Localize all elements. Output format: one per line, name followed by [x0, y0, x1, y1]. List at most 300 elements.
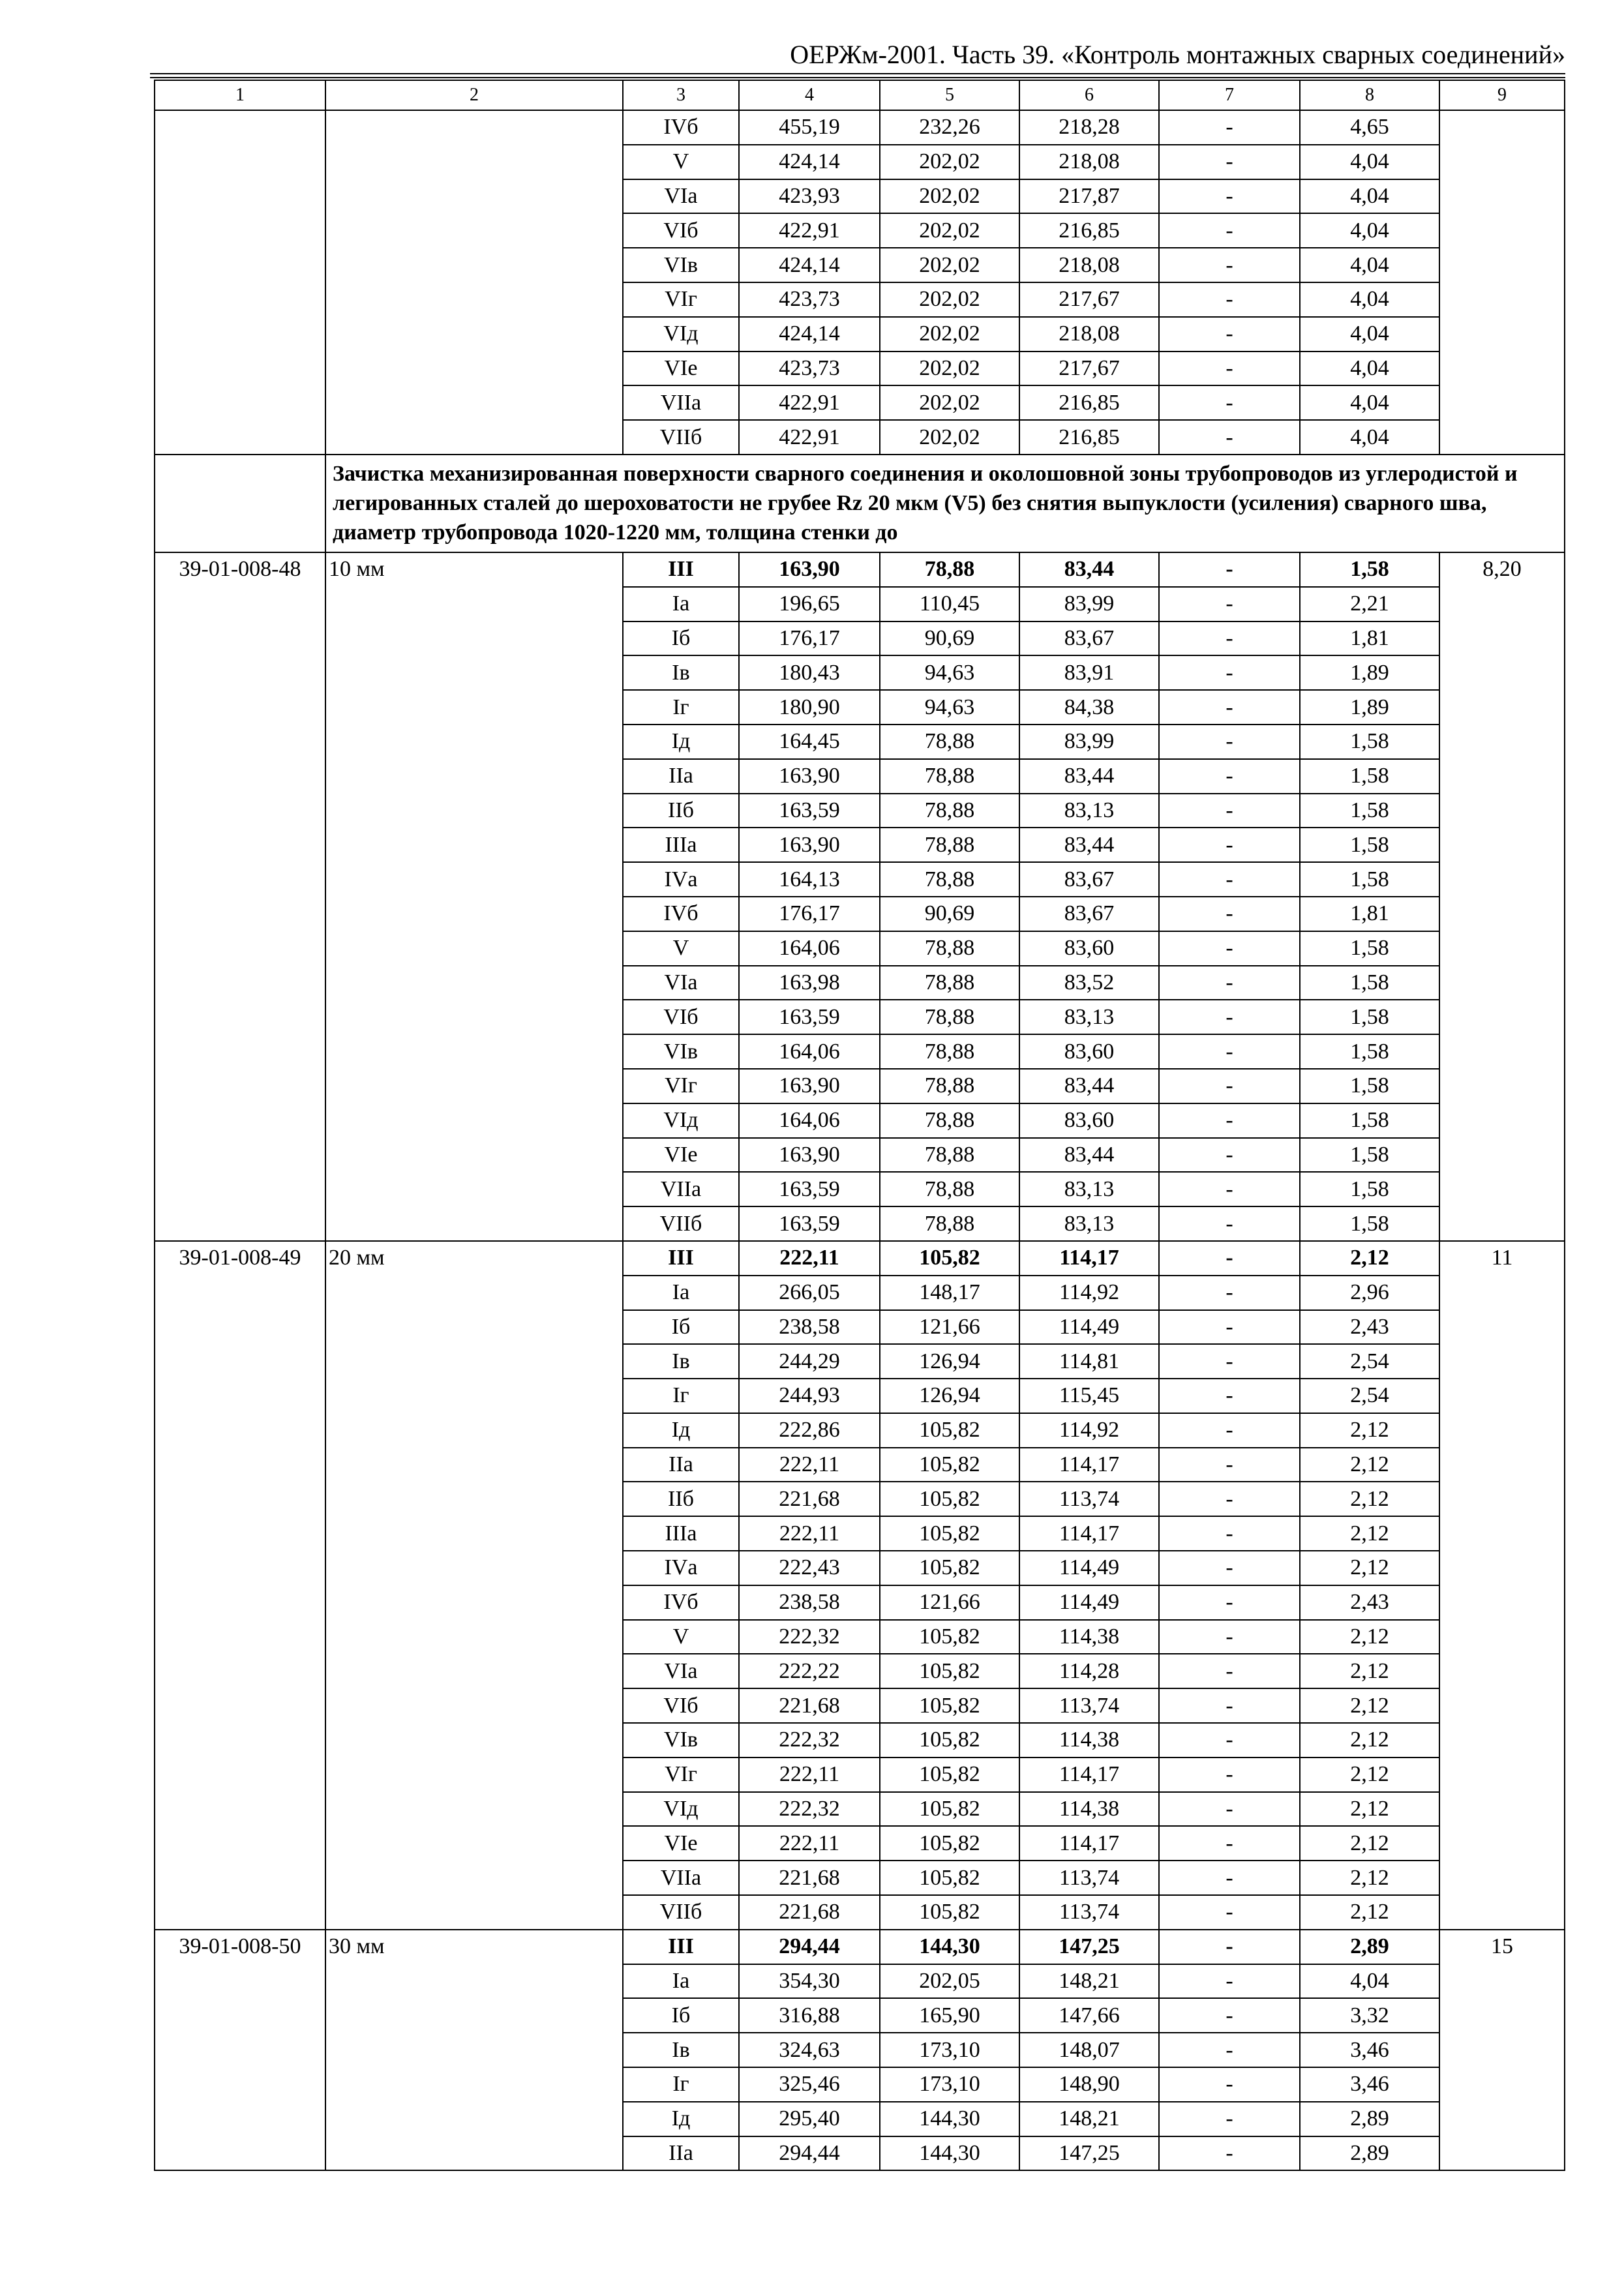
materials-cell: 2,12	[1300, 1241, 1439, 1276]
machine-cost-cell: 114,49	[1019, 1310, 1159, 1345]
machine-cost-cell: 114,17	[1019, 1758, 1159, 1792]
zone-cell: IVб	[623, 1585, 739, 1620]
table-row	[155, 1241, 1565, 1276]
materials-cell: 3,32	[1300, 1998, 1439, 2033]
materials-cell: 2,12	[1300, 1826, 1439, 1861]
section-title-row	[155, 455, 1565, 552]
wages-cell: 202,02	[880, 352, 1019, 386]
total-cost-cell: 295,40	[739, 2102, 880, 2136]
rate-code: 39-01-008-49	[155, 1241, 325, 1930]
total-cost-cell: 163,59	[739, 1172, 880, 1206]
machine-cost-cell: 114,17	[1019, 1448, 1159, 1482]
wages-cell: 126,94	[880, 1379, 1019, 1413]
zone-cell: VIIа	[623, 1861, 739, 1895]
wages-cell: 202,02	[880, 179, 1019, 214]
wall-thickness: 30 мм	[325, 1930, 623, 2171]
drivers-wages-cell: -	[1159, 862, 1300, 897]
zone-cell: Iг	[623, 1379, 739, 1413]
materials-cell: 4,04	[1300, 352, 1439, 386]
zone-cell: VIа	[623, 966, 739, 1000]
materials-cell: 4,04	[1300, 420, 1439, 455]
zone-cell: VIд	[623, 317, 739, 352]
zone-cell: IIб	[623, 1482, 739, 1516]
zone-cell: VIе	[623, 1138, 739, 1173]
zone-cell: IIа	[623, 759, 739, 794]
total-cost-cell: 163,90	[739, 828, 880, 862]
machine-cost-cell: 114,92	[1019, 1276, 1159, 1310]
total-cost-cell: 163,59	[739, 1206, 880, 1241]
column-number: 9	[1439, 80, 1565, 110]
total-cost-cell: 222,32	[739, 1620, 880, 1654]
machine-cost-cell: 114,49	[1019, 1585, 1159, 1620]
materials-cell: 2,12	[1300, 1861, 1439, 1895]
total-cost-cell: 222,11	[739, 1516, 880, 1551]
drivers-wages-cell: -	[1159, 655, 1300, 690]
drivers-wages-cell: -	[1159, 587, 1300, 621]
wages-cell: 78,88	[880, 1103, 1019, 1138]
zone-cell: VIд	[623, 1103, 739, 1138]
drivers-wages-cell: -	[1159, 552, 1300, 587]
drivers-wages-cell: -	[1159, 2033, 1300, 2067]
machine-cost-cell: 114,92	[1019, 1413, 1159, 1448]
total-cost-cell: 222,22	[739, 1654, 880, 1688]
drivers-wages-cell: -	[1159, 1241, 1300, 1276]
machine-cost-cell: 83,99	[1019, 587, 1159, 621]
total-cost-cell: 266,05	[739, 1276, 880, 1310]
running-title: ОЕРЖм-2001. Часть 39. «Контроль монтажных сварных соединений»	[790, 40, 1565, 69]
machine-cost-cell: 113,74	[1019, 1688, 1159, 1723]
drivers-wages-cell: -	[1159, 1620, 1300, 1654]
machine-cost-cell: 218,08	[1019, 317, 1159, 352]
machine-cost-cell: 218,08	[1019, 145, 1159, 179]
drivers-wages-cell: -	[1159, 725, 1300, 759]
materials-cell: 2,12	[1300, 1551, 1439, 1585]
drivers-wages-cell: -	[1159, 1516, 1300, 1551]
wages-cell: 202,02	[880, 248, 1019, 282]
total-cost-cell: 455,19	[739, 110, 880, 145]
zone-cell: IVа	[623, 1551, 739, 1585]
drivers-wages-cell: -	[1159, 1895, 1300, 1930]
extra-cell	[1439, 110, 1565, 455]
wages-cell: 121,66	[880, 1585, 1019, 1620]
zone-cell: VIе	[623, 352, 739, 386]
wages-cell: 148,17	[880, 1276, 1019, 1310]
machine-cost-cell: 114,17	[1019, 1241, 1159, 1276]
zone-cell: Iа	[623, 1964, 739, 1999]
materials-cell: 2,54	[1300, 1379, 1439, 1413]
materials-cell: 4,04	[1300, 145, 1439, 179]
drivers-wages-cell: -	[1159, 1654, 1300, 1688]
total-cost-cell: 176,17	[739, 897, 880, 931]
drivers-wages-cell: -	[1159, 1103, 1300, 1138]
total-cost-cell: 222,32	[739, 1792, 880, 1827]
rates-table	[154, 80, 1565, 2171]
column-number: 7	[1159, 80, 1300, 110]
drivers-wages-cell: -	[1159, 1688, 1300, 1723]
extra-value: 15	[1439, 1930, 1565, 2171]
drivers-wages-cell: -	[1159, 1998, 1300, 2033]
wages-cell: 78,88	[880, 1069, 1019, 1103]
total-cost-cell: 424,14	[739, 145, 880, 179]
wages-cell: 202,05	[880, 1964, 1019, 1999]
materials-cell: 4,04	[1300, 248, 1439, 282]
total-cost-cell: 294,44	[739, 2136, 880, 2171]
materials-cell: 1,58	[1300, 862, 1439, 897]
total-cost-cell: 222,11	[739, 1241, 880, 1276]
wages-cell: 173,10	[880, 2033, 1019, 2067]
materials-cell: 2,89	[1300, 2102, 1439, 2136]
wages-cell: 144,30	[880, 1930, 1019, 1964]
machine-cost-cell: 83,60	[1019, 931, 1159, 966]
machine-cost-cell: 83,60	[1019, 1103, 1159, 1138]
total-cost-cell: 163,98	[739, 966, 880, 1000]
total-cost-cell: 163,90	[739, 552, 880, 587]
materials-cell: 2,12	[1300, 1516, 1439, 1551]
wages-cell: 165,90	[880, 1998, 1019, 2033]
materials-cell: 1,58	[1300, 725, 1439, 759]
header-rule-double	[150, 77, 1565, 78]
wages-cell: 78,88	[880, 931, 1019, 966]
zone-cell: IVб	[623, 110, 739, 145]
drivers-wages-cell: -	[1159, 1310, 1300, 1345]
zone-cell: Iд	[623, 725, 739, 759]
table-row	[155, 552, 1565, 587]
machine-cost-cell: 83,44	[1019, 759, 1159, 794]
materials-cell: 1,58	[1300, 1069, 1439, 1103]
wages-cell: 105,82	[880, 1826, 1019, 1861]
machine-cost-cell: 216,85	[1019, 385, 1159, 420]
drivers-wages-cell: -	[1159, 2102, 1300, 2136]
zone-cell: IVб	[623, 897, 739, 931]
total-cost-cell: 164,06	[739, 1034, 880, 1069]
materials-cell: 1,58	[1300, 1000, 1439, 1034]
zone-cell: VIв	[623, 248, 739, 282]
machine-cost-cell: 218,28	[1019, 110, 1159, 145]
total-cost-cell: 324,63	[739, 2033, 880, 2067]
materials-cell: 1,81	[1300, 897, 1439, 931]
wages-cell: 78,88	[880, 725, 1019, 759]
drivers-wages-cell: -	[1159, 897, 1300, 931]
total-cost-cell: 422,91	[739, 420, 880, 455]
section-title: Зачистка механизированная поверхности сварного соединения и околошовной зоны трубопроводов из углеродистой и легированных сталей до шероховатости не грубее Rz 20 мкм (V5) без снятия выпуклости (усиления) сварного шва, диаметр трубопровода 1020-1220 мм, толщина стенки до	[325, 455, 1565, 552]
wages-cell: 173,10	[880, 2067, 1019, 2102]
wages-cell: 78,88	[880, 1138, 1019, 1173]
materials-cell: 4,04	[1300, 179, 1439, 214]
materials-cell: 2,12	[1300, 1620, 1439, 1654]
machine-cost-cell: 114,81	[1019, 1344, 1159, 1379]
machine-cost-cell: 84,38	[1019, 690, 1159, 725]
drivers-wages-cell: -	[1159, 1448, 1300, 1482]
materials-cell: 1,89	[1300, 655, 1439, 690]
wages-cell: 202,02	[880, 420, 1019, 455]
column-number: 4	[739, 80, 880, 110]
materials-cell: 3,46	[1300, 2067, 1439, 2102]
drivers-wages-cell: -	[1159, 1792, 1300, 1827]
zone-cell: V	[623, 931, 739, 966]
total-cost-cell: 238,58	[739, 1310, 880, 1345]
drivers-wages-cell: -	[1159, 1379, 1300, 1413]
zone-cell: III	[623, 552, 739, 587]
drivers-wages-cell: -	[1159, 966, 1300, 1000]
wages-cell: 202,02	[880, 385, 1019, 420]
total-cost-cell: 163,59	[739, 1000, 880, 1034]
drivers-wages-cell: -	[1159, 213, 1300, 248]
machine-cost-cell: 217,87	[1019, 179, 1159, 214]
wages-cell: 105,82	[880, 1241, 1019, 1276]
total-cost-cell: 238,58	[739, 1585, 880, 1620]
wages-cell: 202,02	[880, 145, 1019, 179]
column-number: 6	[1019, 80, 1159, 110]
materials-cell: 4,04	[1300, 385, 1439, 420]
zone-cell: Iд	[623, 2102, 739, 2136]
materials-cell: 2,96	[1300, 1276, 1439, 1310]
machine-cost-cell: 83,44	[1019, 1069, 1159, 1103]
drivers-wages-cell: -	[1159, 1585, 1300, 1620]
total-cost-cell: 222,11	[739, 1826, 880, 1861]
wages-cell: 105,82	[880, 1620, 1019, 1654]
materials-cell: 2,12	[1300, 1448, 1439, 1482]
rate-code: 39-01-008-50	[155, 1930, 325, 2171]
total-cost-cell: 423,93	[739, 179, 880, 214]
machine-cost-cell: 83,67	[1019, 621, 1159, 656]
total-cost-cell: 423,73	[739, 282, 880, 317]
total-cost-cell: 163,90	[739, 759, 880, 794]
zone-cell: IIа	[623, 1448, 739, 1482]
drivers-wages-cell: -	[1159, 420, 1300, 455]
zone-cell: IIа	[623, 2136, 739, 2171]
drivers-wages-cell: -	[1159, 1930, 1300, 1964]
machine-cost-cell: 114,49	[1019, 1551, 1159, 1585]
machine-cost-cell: 83,13	[1019, 1000, 1159, 1034]
drivers-wages-cell: -	[1159, 759, 1300, 794]
drivers-wages-cell: -	[1159, 1172, 1300, 1206]
zone-cell: IIб	[623, 794, 739, 828]
drivers-wages-cell: -	[1159, 1276, 1300, 1310]
drivers-wages-cell: -	[1159, 2136, 1300, 2171]
total-cost-cell: 221,68	[739, 1482, 880, 1516]
zone-cell: V	[623, 1620, 739, 1654]
machine-cost-cell: 83,52	[1019, 966, 1159, 1000]
total-cost-cell: 423,73	[739, 352, 880, 386]
wages-cell: 78,88	[880, 552, 1019, 587]
zone-cell: VIд	[623, 1792, 739, 1827]
machine-cost-cell: 114,17	[1019, 1826, 1159, 1861]
total-cost-cell: 221,68	[739, 1861, 880, 1895]
materials-cell: 4,04	[1300, 1964, 1439, 1999]
total-cost-cell: 163,90	[739, 1138, 880, 1173]
machine-cost-cell: 114,38	[1019, 1620, 1159, 1654]
wages-cell: 94,63	[880, 690, 1019, 725]
machine-cost-cell: 83,99	[1019, 725, 1159, 759]
wages-cell: 105,82	[880, 1516, 1019, 1551]
wages-cell: 105,82	[880, 1723, 1019, 1758]
machine-cost-cell: 83,44	[1019, 828, 1159, 862]
total-cost-cell: 221,68	[739, 1688, 880, 1723]
zone-cell: VIIб	[623, 1895, 739, 1930]
materials-cell: 1,89	[1300, 690, 1439, 725]
machine-cost-cell: 148,21	[1019, 1964, 1159, 1999]
zone-cell: VIIа	[623, 385, 739, 420]
zone-cell: VIа	[623, 179, 739, 214]
machine-cost-cell: 216,85	[1019, 213, 1159, 248]
drivers-wages-cell: -	[1159, 2067, 1300, 2102]
total-cost-cell: 294,44	[739, 1930, 880, 1964]
zone-cell: III	[623, 1241, 739, 1276]
materials-cell: 1,58	[1300, 966, 1439, 1000]
materials-cell: 2,43	[1300, 1585, 1439, 1620]
zone-cell: IVа	[623, 862, 739, 897]
materials-cell: 1,58	[1300, 828, 1439, 862]
drivers-wages-cell: -	[1159, 317, 1300, 352]
column-number: 5	[880, 80, 1019, 110]
total-cost-cell: 422,91	[739, 385, 880, 420]
materials-cell: 3,46	[1300, 2033, 1439, 2067]
materials-cell: 1,81	[1300, 621, 1439, 656]
total-cost-cell: 176,17	[739, 621, 880, 656]
header-rule	[150, 73, 1565, 74]
materials-cell: 2,12	[1300, 1792, 1439, 1827]
total-cost-cell: 222,11	[739, 1758, 880, 1792]
drivers-wages-cell: -	[1159, 1826, 1300, 1861]
drivers-wages-cell: -	[1159, 1758, 1300, 1792]
wages-cell: 94,63	[880, 655, 1019, 690]
total-cost-cell: 424,14	[739, 248, 880, 282]
machine-cost-cell: 83,13	[1019, 1206, 1159, 1241]
code-cell	[155, 110, 325, 455]
wages-cell: 232,26	[880, 110, 1019, 145]
materials-cell: 2,12	[1300, 1723, 1439, 1758]
zone-cell: VIе	[623, 1826, 739, 1861]
drivers-wages-cell: -	[1159, 1206, 1300, 1241]
materials-cell: 2,12	[1300, 1688, 1439, 1723]
machine-cost-cell: 147,25	[1019, 2136, 1159, 2171]
machine-cost-cell: 147,25	[1019, 1930, 1159, 1964]
materials-cell: 1,58	[1300, 931, 1439, 966]
wages-cell: 126,94	[880, 1344, 1019, 1379]
machine-cost-cell: 83,67	[1019, 862, 1159, 897]
drivers-wages-cell: -	[1159, 1482, 1300, 1516]
total-cost-cell: 222,43	[739, 1551, 880, 1585]
wages-cell: 105,82	[880, 1551, 1019, 1585]
drivers-wages-cell: -	[1159, 794, 1300, 828]
materials-cell: 2,12	[1300, 1654, 1439, 1688]
total-cost-cell: 422,91	[739, 213, 880, 248]
wages-cell: 78,88	[880, 1000, 1019, 1034]
materials-cell: 2,12	[1300, 1758, 1439, 1792]
machine-cost-cell: 114,38	[1019, 1792, 1159, 1827]
materials-cell: 1,58	[1300, 1172, 1439, 1206]
zone-cell: VIа	[623, 1654, 739, 1688]
wages-cell: 144,30	[880, 2136, 1019, 2171]
wages-cell: 105,82	[880, 1654, 1019, 1688]
drivers-wages-cell: -	[1159, 931, 1300, 966]
machine-cost-cell: 217,67	[1019, 282, 1159, 317]
total-cost-cell: 354,30	[739, 1964, 880, 1999]
machine-cost-cell: 114,28	[1019, 1654, 1159, 1688]
drivers-wages-cell: -	[1159, 145, 1300, 179]
zone-cell: Iг	[623, 2067, 739, 2102]
materials-cell: 1,58	[1300, 794, 1439, 828]
zone-cell: VIб	[623, 213, 739, 248]
wages-cell: 105,82	[880, 1482, 1019, 1516]
zone-cell: Iв	[623, 1344, 739, 1379]
wages-cell: 78,88	[880, 862, 1019, 897]
wages-cell: 105,82	[880, 1861, 1019, 1895]
total-cost-cell: 424,14	[739, 317, 880, 352]
drivers-wages-cell: -	[1159, 621, 1300, 656]
page-header	[150, 38, 1565, 77]
wages-cell: 105,82	[880, 1688, 1019, 1723]
zone-cell: Iв	[623, 2033, 739, 2067]
zone-cell: VIIб	[623, 1206, 739, 1241]
wall-thickness: 20 мм	[325, 1241, 623, 1930]
zone-cell: Iв	[623, 655, 739, 690]
wages-cell: 105,82	[880, 1448, 1019, 1482]
zone-cell: Iа	[623, 587, 739, 621]
drivers-wages-cell: -	[1159, 282, 1300, 317]
machine-cost-cell: 113,74	[1019, 1482, 1159, 1516]
wages-cell: 105,82	[880, 1758, 1019, 1792]
total-cost-cell: 180,90	[739, 690, 880, 725]
wages-cell: 121,66	[880, 1310, 1019, 1345]
wages-cell: 78,88	[880, 1172, 1019, 1206]
materials-cell: 4,04	[1300, 317, 1439, 352]
zone-cell: Iб	[623, 1998, 739, 2033]
materials-cell: 1,58	[1300, 1103, 1439, 1138]
description-cell	[325, 110, 623, 455]
total-cost-cell: 222,11	[739, 1448, 880, 1482]
materials-cell: 2,43	[1300, 1310, 1439, 1345]
drivers-wages-cell: -	[1159, 1344, 1300, 1379]
wages-cell: 202,02	[880, 213, 1019, 248]
wages-cell: 105,82	[880, 1792, 1019, 1827]
column-number: 2	[325, 80, 623, 110]
column-number: 3	[623, 80, 739, 110]
machine-cost-cell: 113,74	[1019, 1895, 1159, 1930]
wages-cell: 105,82	[880, 1895, 1019, 1930]
machine-cost-cell: 217,67	[1019, 352, 1159, 386]
materials-cell: 2,21	[1300, 587, 1439, 621]
drivers-wages-cell: -	[1159, 1138, 1300, 1173]
zone-cell: VIг	[623, 282, 739, 317]
zone-cell: VIб	[623, 1000, 739, 1034]
zone-cell: VIв	[623, 1723, 739, 1758]
total-cost-cell: 325,46	[739, 2067, 880, 2102]
wages-cell: 78,88	[880, 759, 1019, 794]
wages-cell: 105,82	[880, 1413, 1019, 1448]
zone-cell: VIIа	[623, 1172, 739, 1206]
table-row	[155, 1930, 1565, 1964]
total-cost-cell: 164,45	[739, 725, 880, 759]
machine-cost-cell: 148,07	[1019, 2033, 1159, 2067]
materials-cell: 2,12	[1300, 1482, 1439, 1516]
machine-cost-cell: 83,13	[1019, 794, 1159, 828]
drivers-wages-cell: -	[1159, 179, 1300, 214]
drivers-wages-cell: -	[1159, 352, 1300, 386]
wages-cell: 90,69	[880, 621, 1019, 656]
materials-cell: 4,04	[1300, 282, 1439, 317]
machine-cost-cell: 218,08	[1019, 248, 1159, 282]
zone-cell: VIб	[623, 1688, 739, 1723]
machine-cost-cell: 148,90	[1019, 2067, 1159, 2102]
wages-cell: 78,88	[880, 828, 1019, 862]
materials-cell: 2,89	[1300, 1930, 1439, 1964]
total-cost-cell: 163,59	[739, 794, 880, 828]
materials-cell: 1,58	[1300, 1034, 1439, 1069]
machine-cost-cell: 115,45	[1019, 1379, 1159, 1413]
machine-cost-cell: 148,21	[1019, 2102, 1159, 2136]
total-cost-cell: 196,65	[739, 587, 880, 621]
